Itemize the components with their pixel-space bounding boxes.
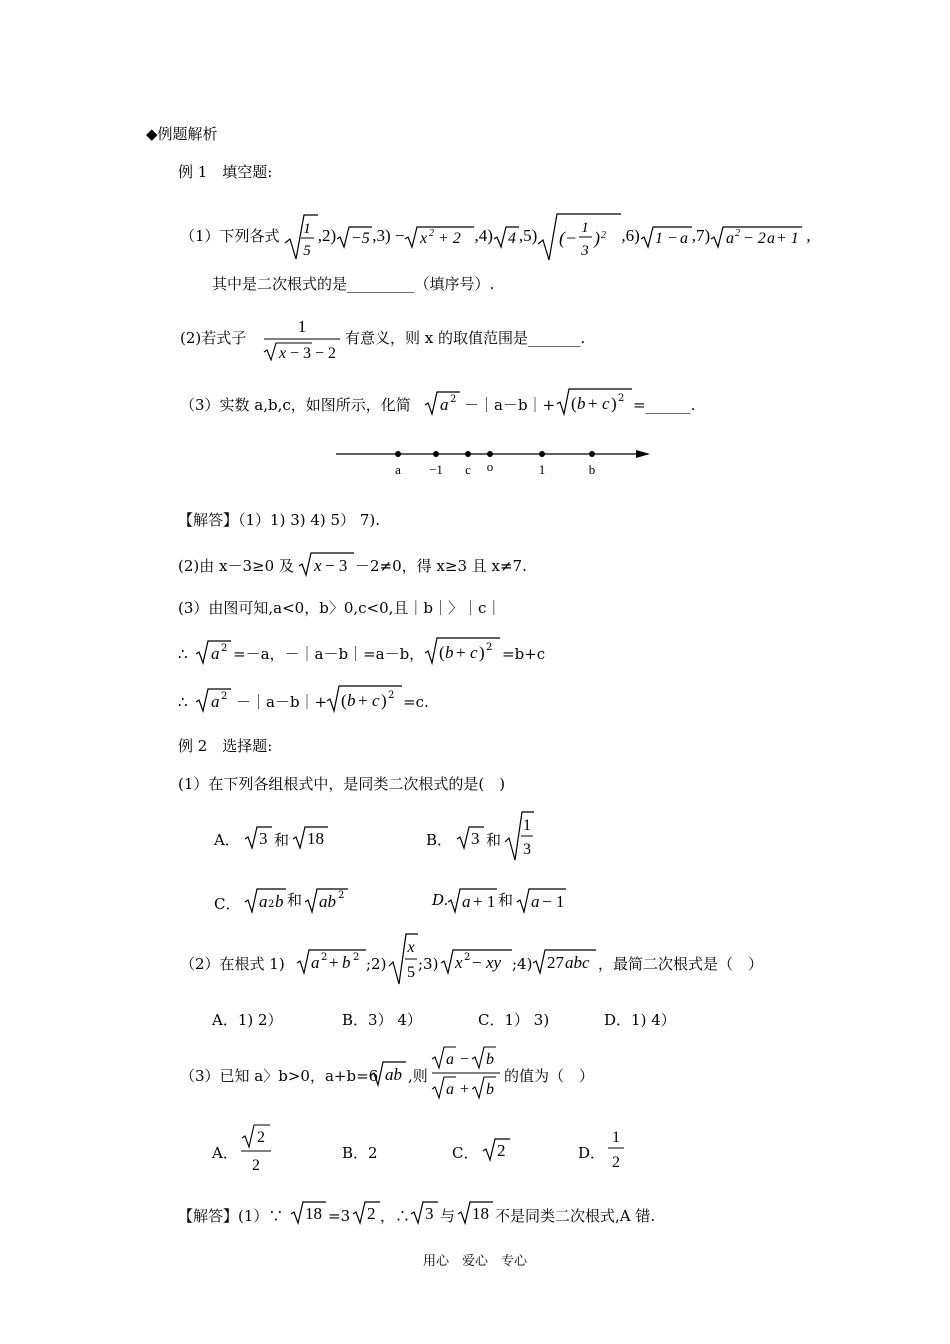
ex2-q2-option-A: A．1) 2） [212, 1011, 283, 1029]
ex2-q2-sqrt-x2-xy [440, 947, 512, 979]
svg-text:2: 2 [486, 642, 493, 653]
svg-text:5: 5 [407, 964, 415, 981]
svg-text:a: a [211, 692, 220, 711]
number-line-arrow [636, 450, 650, 458]
sqrt-one-fifth [284, 213, 318, 261]
ex2-q3-A-sqrt2-over-2 [240, 1122, 274, 1178]
svg-text:3: 3 [523, 841, 531, 858]
svg-text:x: x [420, 230, 428, 247]
svg-text:18: 18 [472, 1204, 489, 1223]
svg-text:1: 1 [581, 220, 590, 236]
ex2-q1-B-and: 和 [486, 831, 502, 849]
ex2-q1-B-label: B． [426, 831, 453, 849]
svg-text:a: a [440, 395, 449, 414]
label-c: c [465, 462, 471, 477]
svg-text:2: 2 [338, 890, 345, 901]
ex1-q2-tail: 有意义，则 x 的取值范围是_______. [345, 329, 586, 347]
svg-text:1: 1 [297, 317, 307, 336]
ex2-q1-C-sqrt-a2b [244, 886, 286, 918]
ex2-q1-A-sqrt18 [292, 824, 328, 854]
svg-text:x: x [314, 556, 322, 575]
ex2-q2-sep3: ;3) [418, 955, 439, 973]
point-1 [539, 451, 545, 457]
svg-text:): ) [479, 643, 485, 662]
ex2-q1-B-sqrt-third [504, 810, 534, 866]
svg-text:18: 18 [307, 829, 324, 848]
svg-text:): ) [611, 394, 617, 413]
label-minus-1: −1 [429, 462, 443, 477]
ex2-q1-B-sqrt3 [456, 824, 484, 854]
ans1-l4-sqrt-a2 [195, 638, 231, 670]
svg-text:a: a [259, 892, 268, 911]
svg-text:2: 2 [612, 1154, 620, 1171]
svg-text:xy: xy [486, 953, 502, 972]
svg-text:− 2: − 2 [743, 230, 766, 247]
sqrt-1-minus-a [640, 225, 692, 249]
svg-text:+ 1: + 1 [776, 230, 799, 247]
ex2-q2-sqrt-27abc [532, 947, 596, 979]
ex1-q2-fraction [262, 314, 342, 368]
svg-text:b: b [347, 691, 356, 710]
svg-text:a: a [311, 953, 320, 972]
svg-text:2: 2 [221, 691, 228, 702]
ans1-line4-pre: ∴ [178, 645, 188, 663]
ans1-line5-post: =c. [403, 693, 429, 711]
svg-text:(: ( [571, 394, 577, 413]
example-1-title: 例 1 填空题: [178, 163, 273, 181]
svg-text:+: + [358, 691, 368, 710]
ex2-q3-sqrt-ab [370, 1059, 406, 1091]
svg-text:+: + [460, 1081, 470, 1098]
svg-text:): ) [381, 691, 387, 710]
ans1-line2-pre: (2)由 x－3≥0 及 [178, 557, 294, 575]
ex2-q2-option-C: C．1） 3) [478, 1011, 550, 1029]
ans2-sqrt3 [410, 1199, 438, 1229]
svg-text:c: c [602, 394, 610, 413]
svg-text:c: c [372, 691, 380, 710]
label-o: o [486, 459, 494, 474]
svg-text:2: 2 [497, 1141, 506, 1160]
ex1-q3-sqrt-a2 [424, 389, 460, 421]
sqrt-4 [493, 225, 519, 249]
ex2-q3-D-half [606, 1124, 626, 1178]
ans2-mid3: 与 [440, 1207, 456, 1225]
svg-text:4: 4 [507, 230, 516, 247]
ex2-q1-D-sqrt-a-minus-1 [516, 886, 566, 918]
ans1-l4-sqrt-bc2 [424, 635, 500, 669]
ex2-q3-tail: 的值为（ ） [504, 1067, 595, 1085]
ex1-q3-tail: =______. [633, 396, 696, 414]
svg-text:27: 27 [547, 953, 564, 972]
svg-text:a: a [767, 230, 776, 247]
ans2-sqrt18-b [457, 1199, 493, 1229]
label-a: a [395, 462, 401, 477]
svg-text:b: b [486, 1051, 494, 1068]
svg-text:− 1: − 1 [542, 892, 565, 911]
svg-text:ab: ab [385, 1065, 402, 1084]
label-b: b [588, 462, 596, 477]
number-line [336, 442, 656, 486]
ex2-q1-A-sqrt3 [244, 824, 272, 854]
svg-text:−: − [460, 1051, 470, 1068]
svg-text:x: x [455, 953, 463, 972]
svg-text:1 −: 1 − [654, 230, 678, 247]
point-c [465, 451, 471, 457]
ex2-q3-fraction [430, 1044, 502, 1106]
svg-text:2: 2 [601, 230, 607, 241]
ex1-q2-prefix: (2)若式子 [180, 329, 247, 347]
svg-text:+ 2: + 2 [438, 230, 462, 247]
ans1-l5-sqrt-bc2 [326, 683, 402, 717]
ans2-mid1: =3 [328, 1207, 351, 1225]
svg-text:x: x [407, 939, 415, 956]
svg-text:ab: ab [319, 892, 336, 911]
svg-text:+: + [329, 953, 339, 972]
svg-text:b: b [342, 953, 351, 972]
svg-text:b: b [486, 1081, 494, 1098]
svg-text:3: 3 [425, 1204, 434, 1223]
ex2-q1-C-sqrt-ab2 [304, 886, 348, 918]
ex2-q2-sep2: ;2) [366, 955, 387, 973]
ex2-q3-prefix: （3）已知 a〉b>0，a+b=6 [180, 1067, 379, 1085]
svg-text:+: + [588, 394, 598, 413]
svg-text:3: 3 [259, 829, 268, 848]
point-b [589, 451, 595, 457]
ex2-q3-mid: ,则 [408, 1067, 428, 1085]
sqrt-neg-5 [336, 225, 372, 249]
svg-text:2: 2 [257, 1129, 265, 1146]
svg-text:2: 2 [268, 899, 275, 910]
ex1-q2 [180, 328, 246, 348]
ex1-q3-sqrt-bc2 [556, 386, 632, 420]
ex1-q1-prefix: （1）下列各式 [180, 226, 280, 245]
ex2-q1-C-label: C． [214, 895, 241, 913]
svg-text:− 3: − 3 [325, 556, 348, 575]
ans1-line2-post: －2≠0，得 x≥3 且 x≠7. [355, 557, 527, 575]
svg-text:a: a [462, 892, 471, 911]
page-footer: 用心 爱心 专心 [422, 1254, 527, 1269]
svg-text:(: ( [439, 643, 445, 662]
ex2-q2-sep4: ;4) [512, 955, 533, 973]
svg-text:a: a [211, 644, 220, 663]
svg-text:2: 2 [353, 952, 360, 963]
svg-text:3: 3 [581, 243, 590, 259]
sqrt-a2-minus-2a-plus-1 [710, 225, 802, 249]
svg-text:2: 2 [252, 1157, 260, 1174]
ex2-q3-A-label: A． [212, 1144, 238, 1162]
ex2-q1-D-and: 和 [498, 891, 514, 909]
svg-text:− 3 − 2: − 3 − 2 [290, 345, 337, 362]
ans1-sqrt-x-3 [298, 550, 354, 582]
ex2-q1-A-and: 和 [274, 831, 290, 849]
ex2-q1-D-sqrt-a-plus-1 [447, 886, 497, 918]
point-minus-1 [433, 451, 439, 457]
svg-text:1: 1 [612, 1129, 620, 1146]
ex2-q3-D-label: D． [578, 1144, 606, 1162]
ex2-q3-C-label: C． [452, 1144, 479, 1162]
svg-text:2: 2 [321, 952, 328, 963]
svg-text:b: b [577, 394, 586, 413]
ans1-line4-mid: =－a，－｜a－b｜=a－b， [233, 645, 425, 663]
ans1-line5-pre: ∴ [178, 693, 188, 711]
ans1-line3: (3）由图可知,a<0，b〉0,c<0,且｜b｜〉｜c｜ [178, 599, 502, 617]
ex2-q3-B: B．2 [342, 1144, 378, 1162]
ans1-l5-sqrt-a2 [195, 686, 231, 718]
svg-text:(: ( [341, 691, 347, 710]
svg-text:1: 1 [303, 221, 311, 237]
ans1-line4-post: =b+c [502, 645, 546, 663]
example-2-title: 例 2 选择题: [178, 737, 273, 755]
svg-text:2: 2 [388, 690, 395, 701]
ans2-post: 不是同类二次根式,A 错. [495, 1207, 656, 1225]
svg-text:(−: (− [559, 228, 578, 248]
svg-text:a: a [531, 892, 540, 911]
svg-text:): ) [594, 228, 601, 248]
svg-text:b: b [445, 643, 454, 662]
svg-text:2: 2 [450, 394, 457, 405]
ex2-q2-option-B: B．3） 4） [342, 1011, 422, 1029]
ex2-q2-prefix: （2）在根式 1) [180, 955, 285, 973]
ex1-q3-prefix: （3）实数 a,b,c，如图所示，化简 [180, 396, 411, 414]
svg-text:+: + [456, 643, 466, 662]
label-1: 1 [538, 462, 546, 477]
svg-text:2: 2 [735, 228, 741, 239]
svg-text:1: 1 [523, 817, 531, 834]
svg-text:2: 2 [618, 393, 625, 404]
svg-text:a: a [679, 230, 688, 247]
ans2-sqrt18-a [290, 1199, 326, 1229]
svg-text:5: 5 [303, 243, 311, 259]
sqrt-neg-third-squared [537, 212, 621, 262]
svg-text:a: a [726, 230, 735, 247]
ex2-q2-tail: ，最简二次根式是（ ） [598, 955, 764, 973]
ex2-q1-A-label: A． [214, 831, 240, 849]
ex1-q3-mid: －｜a－b｜+ [464, 396, 556, 414]
ex2-q2-sqrt-x-over-5 [388, 932, 418, 990]
svg-text:+ 1: + 1 [473, 892, 496, 911]
ans1-line1: 【解答】（1）1) 3) 4) 5） 7). [178, 511, 381, 529]
ans1-line5-mid: －｜a－b｜+ [236, 693, 328, 711]
svg-text:2: 2 [464, 952, 471, 963]
svg-text:a: a [446, 1081, 454, 1098]
ex2-q2-option-D: D．1) 4） [604, 1011, 676, 1029]
point-o [487, 451, 493, 457]
ex1-q1-tail: 其中是二次根式的是_________（填序号）. [212, 275, 495, 293]
ex2-q1: (1）在下列各组根式中，是同类二次根式的是( ) [178, 775, 506, 793]
svg-text:18: 18 [305, 1204, 322, 1223]
ex2-q2-sqrt-a2-b2 [296, 947, 366, 979]
svg-text:2: 2 [221, 643, 228, 654]
sqrt-x2-plus-2 [404, 225, 474, 249]
svg-text:2: 2 [367, 1204, 376, 1223]
svg-text:x: x [279, 345, 287, 362]
ex1-q1: （1）下列各式 1 5 ,2) −5 ,3) − x 2 + 2 ,4) 4 ,5) (− 1 3 ) 2 ,6) 1 − a ,7) a 2 − 2 a + 1 , [180, 212, 811, 262]
svg-text:−5: −5 [351, 230, 371, 247]
svg-text:c: c [470, 643, 478, 662]
ex2-q1-C-and: 和 [287, 891, 303, 909]
ex2-q3-C-sqrt2 [482, 1136, 510, 1166]
svg-text:−: − [472, 953, 482, 972]
ans2-pre: 【解答】(1）∵ [178, 1207, 284, 1225]
section-title: ◆例题解析 [146, 125, 218, 143]
svg-text:a: a [446, 1051, 454, 1068]
svg-text:3: 3 [471, 829, 480, 848]
ex2-q1-D-label: D. [432, 891, 449, 909]
svg-text:b: b [275, 892, 284, 911]
svg-text:abc: abc [565, 953, 590, 972]
ans2-sqrt2 [352, 1199, 380, 1229]
point-a [395, 451, 401, 457]
ans2-mid2: ，∴ [380, 1207, 411, 1225]
svg-text:2: 2 [429, 228, 435, 239]
